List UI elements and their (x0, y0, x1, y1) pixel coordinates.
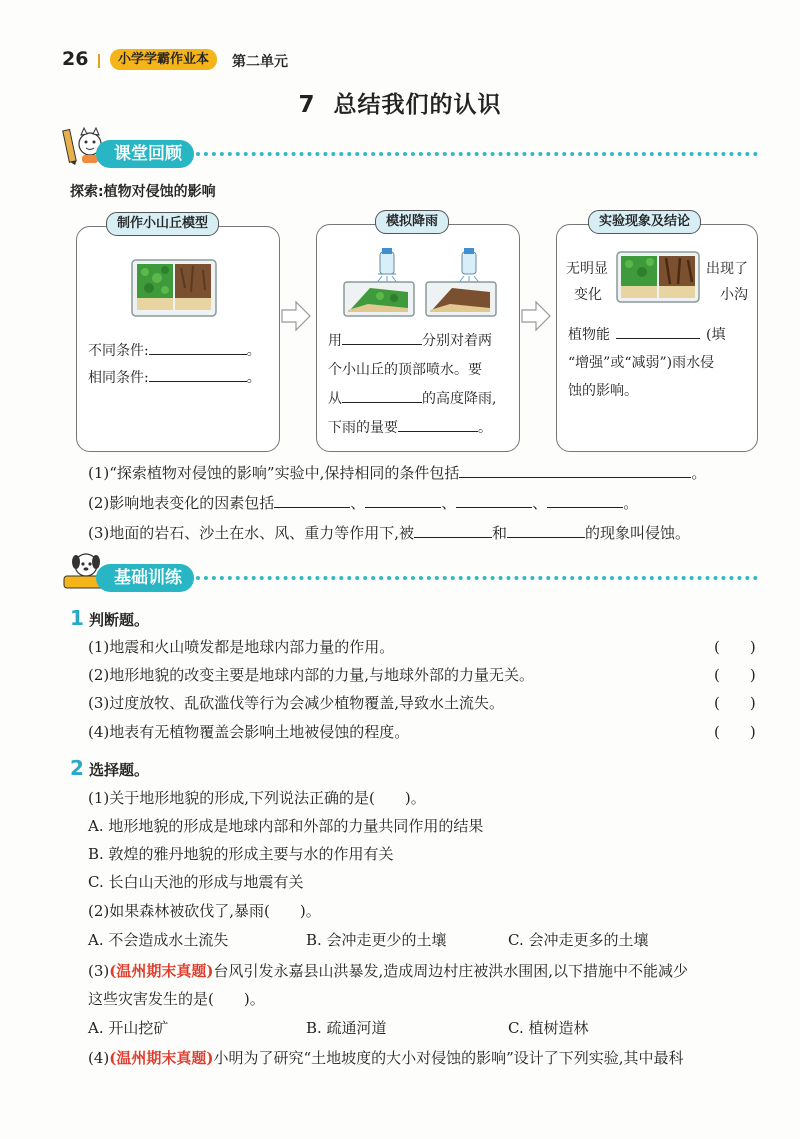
rain-simulation-image (340, 248, 500, 324)
result-model-image (616, 250, 700, 308)
box2-line2: 个小山丘的顶部喷水。要 (328, 362, 482, 378)
tf-item: (1)地震和火山喷发都是地球内部力量的作用。 (88, 638, 395, 656)
text: 、 (532, 494, 548, 512)
choice-question: (1)关于地形地貌的形成,下列说法正确的是( )。 (88, 789, 426, 807)
tf-item: (2)地形地貌的改变主要是地球内部的力量,与地球外部的力量无关。 (88, 666, 535, 684)
header-divider (98, 54, 100, 68)
choice-question: (2)如果森林被砍伐了,暴雨( )。 (88, 902, 321, 920)
explore-heading: 探索:植物对侵蚀的影响 (70, 184, 216, 200)
different-condition-label: 不同条件: (88, 343, 149, 359)
question-title: 选择题。 (89, 761, 150, 779)
tf-heading (70, 606, 149, 630)
page-number: 26 (62, 48, 89, 70)
text: 小明为了研究“土地坡度的大小对侵蚀的影响”设计了下列实验,其中最科 (213, 1049, 684, 1067)
blank[interactable] (507, 523, 585, 538)
choice-option[interactable]: C. 长白山天池的形成与地震有关 (88, 873, 304, 891)
blank[interactable] (398, 417, 478, 432)
review-question-1 (88, 462, 706, 483)
choice-option[interactable]: C. 植树造林 (508, 1019, 589, 1037)
rain-box-tab: 模拟降雨 (375, 210, 449, 234)
text: 。 (623, 494, 639, 512)
tf-item: (4)地表有无植物覆盖会影响土地被侵蚀的程度。 (88, 723, 410, 741)
text: 分别对着两 (422, 333, 492, 349)
choice-option[interactable]: A. 地形地貌的形成是地球内部和外部的力量共同作用的结果 (88, 817, 484, 835)
answer-paren[interactable]: ( ) (714, 666, 756, 684)
text: 用 (328, 333, 342, 349)
choice-question (88, 1047, 684, 1068)
section-divider (196, 152, 758, 156)
box3-line2: “增强”或“减弱”)雨水侵 (568, 355, 715, 371)
choice-heading (70, 756, 149, 780)
choice-question (88, 960, 688, 981)
choice-option[interactable]: B. 疏通河道 (306, 1019, 387, 1037)
lesson-title (0, 86, 800, 119)
choice-option[interactable]: C. 会冲走更多的土壤 (508, 931, 649, 949)
blank[interactable] (616, 324, 700, 339)
question-number: 1 (70, 606, 84, 630)
box2-line4 (328, 415, 492, 442)
text: 。 (691, 464, 707, 482)
blank[interactable] (414, 523, 492, 538)
blank[interactable] (547, 493, 623, 508)
lesson-number: 7 (298, 92, 316, 118)
choice-option[interactable]: B. 会冲走更少的土壤 (306, 931, 447, 949)
box1-line2 (88, 365, 261, 392)
box2-line1 (328, 328, 492, 355)
choice-option[interactable]: B. 敦煌的雅丹地貌的形成主要与水的作用有关 (88, 845, 394, 863)
blank[interactable] (342, 388, 422, 403)
text: 无明显 (566, 261, 608, 277)
period: 。 (246, 343, 261, 359)
text: 、 (350, 494, 366, 512)
text: 的高度降雨, (422, 391, 497, 407)
result-box-tab: 实验现象及结论 (588, 210, 701, 234)
text: 变化 (574, 287, 602, 303)
model-box-tab: 制作小山丘模型 (106, 212, 219, 236)
text: (1)“探索植物对侵蚀的影响”实验中,保持相同的条件包括 (88, 464, 460, 482)
exam-source-tag: (温州期末真题) (109, 962, 214, 980)
answer-paren[interactable]: ( ) (714, 694, 756, 712)
box1-line1 (88, 338, 261, 365)
text: (填 (706, 327, 726, 343)
text: 下雨的量要 (328, 420, 398, 436)
text: 和 (492, 524, 508, 542)
question-title: 判断题。 (89, 611, 150, 629)
text: 植物能 (568, 327, 610, 343)
exam-source-tag: (温州期末真题) (109, 1049, 214, 1067)
text: (3)地面的岩石、沙土在水、风、重力等作用下,被 (88, 524, 415, 542)
text: 小沟 (720, 287, 748, 303)
no-change-label (566, 256, 608, 308)
text: 台风引发永嘉县山洪暴发,造成周边村庄被洪水围困,以下措施中不能减少 (213, 962, 688, 980)
blank[interactable] (342, 330, 422, 345)
text: 出现了 (706, 261, 748, 277)
box3-line3: 蚀的影响。 (568, 383, 638, 399)
question-number: 2 (70, 756, 84, 780)
text: (2)影响地表变化的因素包括 (88, 494, 275, 512)
choice-option[interactable]: A. 不会造成水土流失 (88, 931, 229, 949)
blank[interactable] (459, 463, 691, 478)
review-badge: 课堂回顾 (96, 140, 194, 168)
review-question-3 (88, 522, 690, 543)
same-condition-label: 相同条件: (88, 370, 149, 386)
answer-paren[interactable]: ( ) (714, 723, 756, 741)
training-badge: 基础训练 (96, 564, 194, 592)
review-question-2 (88, 492, 638, 513)
blank[interactable] (365, 493, 441, 508)
choice-question-cont: 这些灾害发生的是( )。 (88, 990, 265, 1008)
gully-label (706, 256, 748, 308)
unit-label: 第二单元 (232, 54, 288, 70)
text: (3) (88, 962, 110, 980)
book-label: 小学学霸作业本 (110, 49, 217, 70)
box2-line3 (328, 386, 496, 413)
choice-option[interactable]: A. 开山挖矿 (88, 1019, 169, 1037)
text: 从 (328, 391, 342, 407)
text: 。 (478, 420, 492, 436)
period: 。 (246, 370, 261, 386)
arrow-right-icon (520, 300, 552, 336)
answer-paren[interactable]: ( ) (714, 638, 756, 656)
text: 、 (441, 494, 457, 512)
blank[interactable] (274, 493, 350, 508)
section-divider (196, 576, 758, 580)
blank[interactable] (456, 493, 532, 508)
hill-model-image (131, 258, 217, 322)
box3-line1 (568, 322, 725, 349)
tf-item: (3)过度放牧、乱砍滥伐等行为会减少植物覆盖,导致水土流失。 (88, 694, 505, 712)
text: 的现象叫侵蚀。 (585, 524, 691, 542)
text: (4) (88, 1049, 110, 1067)
lesson-title-text: 总结我们的认识 (333, 92, 502, 118)
blank[interactable] (149, 340, 247, 355)
arrow-right-icon (280, 300, 312, 336)
blank[interactable] (149, 367, 247, 382)
